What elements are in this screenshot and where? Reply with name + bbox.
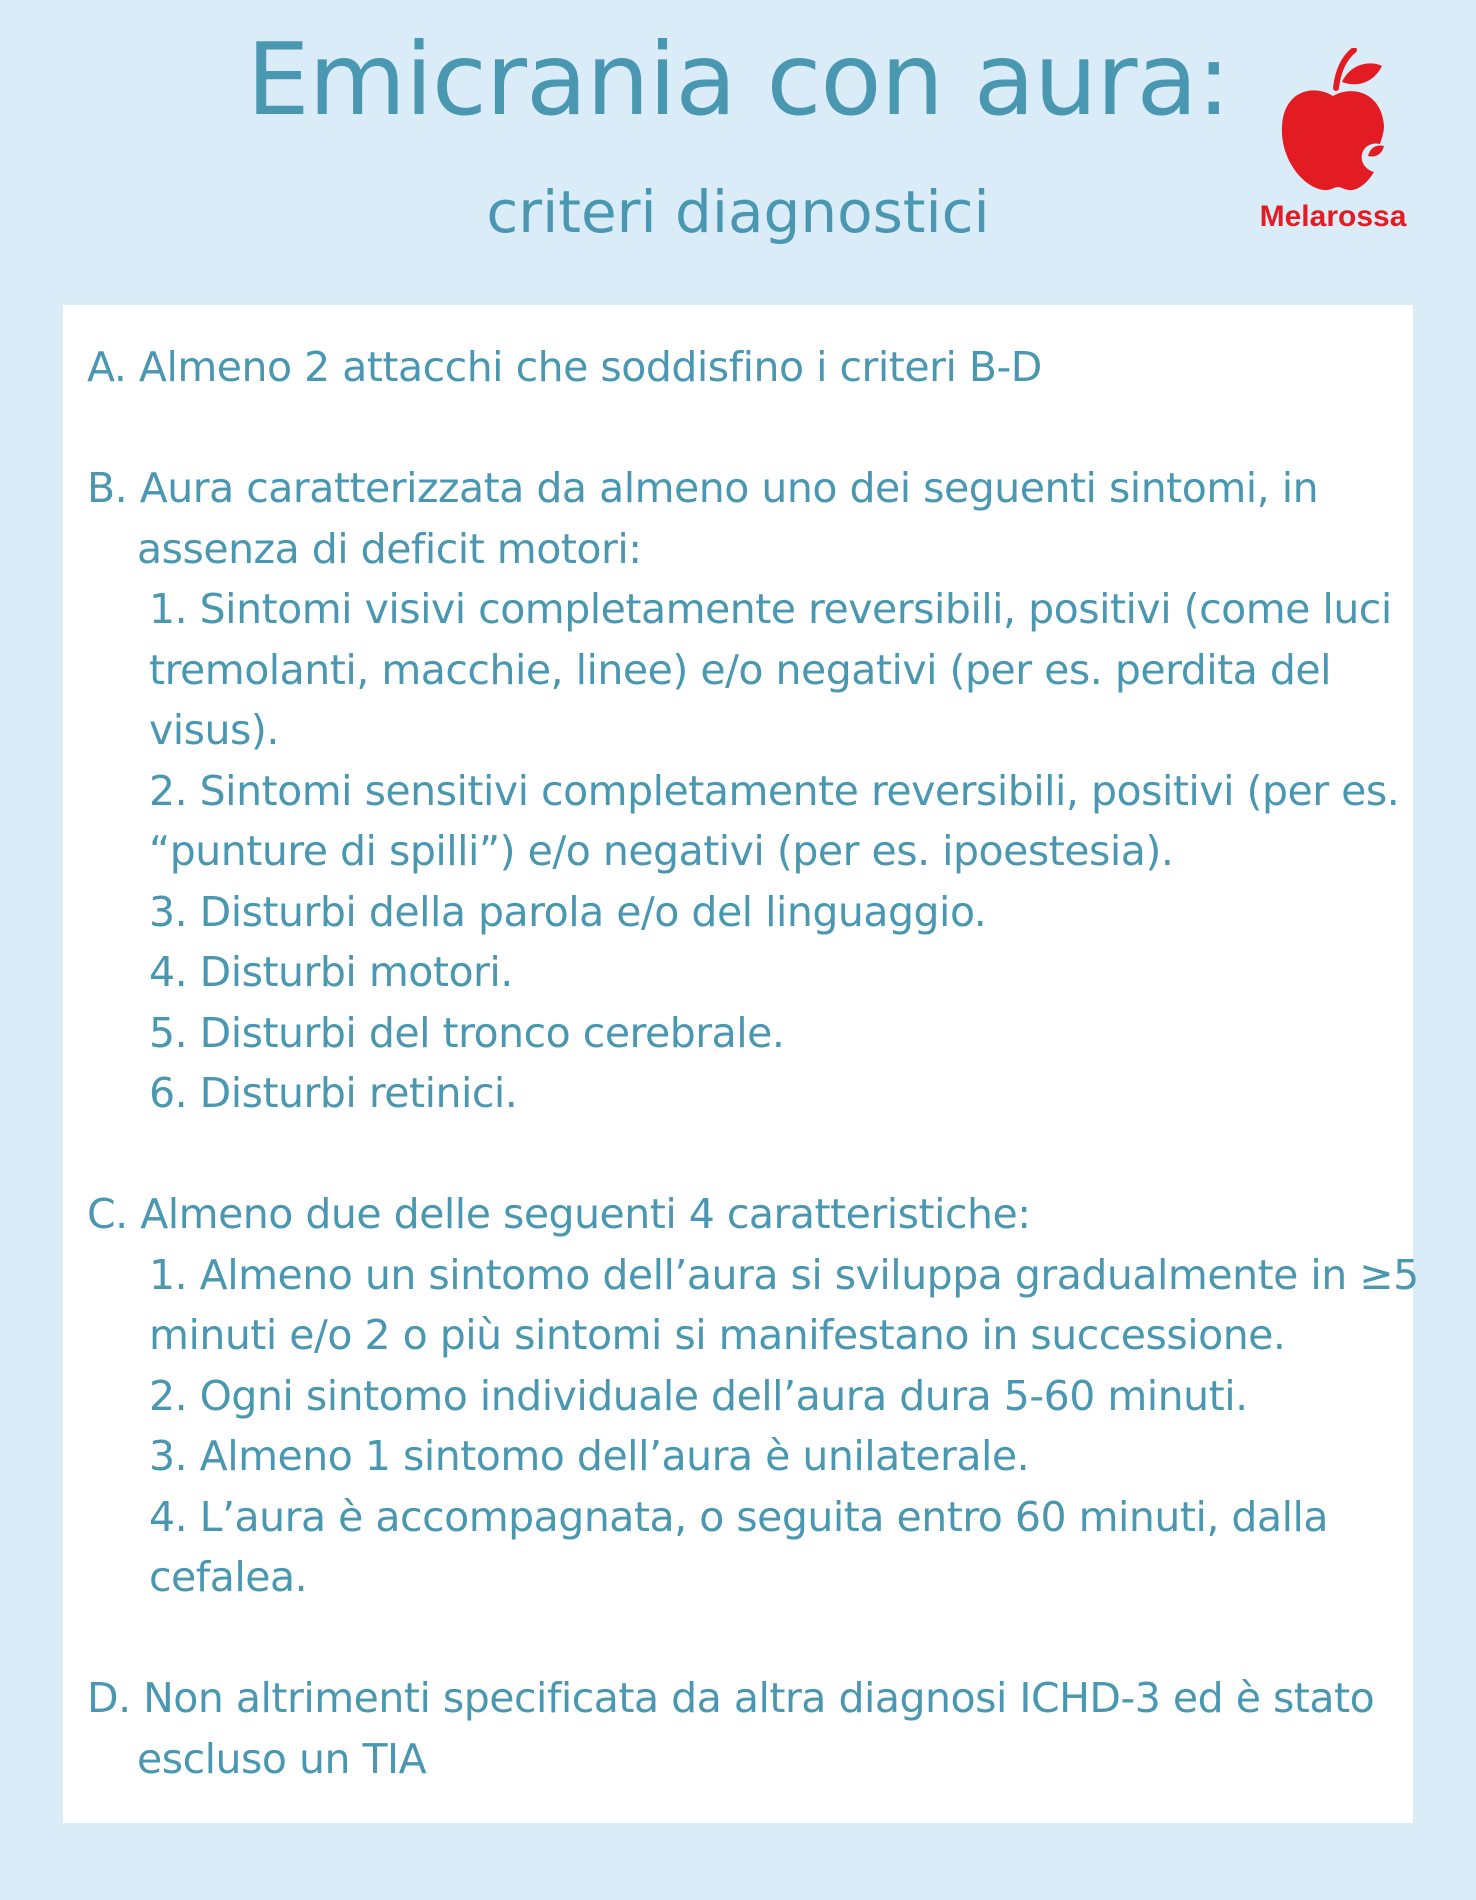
list-item: 4. L’aura è accompagnata, o seguita entro 60 minuti, dalla cefalea.	[149, 1492, 1328, 1601]
criterion-b-symptoms	[87, 579, 1407, 1124]
list-item: 2. Ogni sintomo individuale dell’aura dura 5-60 minuti.	[149, 1371, 1248, 1420]
criterion-c-text: C. Almeno due delle seguenti 4 caratteristiche:	[87, 1190, 1031, 1238]
page-subtitle: criteri diagnostici	[486, 178, 990, 246]
criterion-d-text: D. Non altrimenti specificata da altra diagnosi ICHD-3 ed è stato escluso un TIA	[87, 1674, 1375, 1783]
page-title: Emicrania con aura:	[246, 21, 1230, 138]
list-item: 5. Disturbi del tronco cerebrale.	[149, 1008, 785, 1057]
criteria-card	[63, 305, 1419, 1823]
criteria-list	[87, 337, 1419, 1789]
list-item: 2. Sintomi sensitivi completamente reversibili, positivi (per es. “punture di spilli”) e/o negativi (per es. ipoestesia).	[149, 766, 1400, 875]
criterion-c	[87, 1184, 1419, 1608]
criterion-b-text: B. Aura caratterizzata da almeno uno dei seguenti sintomi, in assenza di deficit motori:	[87, 464, 1319, 573]
criterion-d	[87, 1668, 1407, 1789]
criterion-a	[87, 337, 1407, 398]
list-item: 1. Almeno un sintomo dell’aura si sviluppa gradualmente in ≥5 minuti e/o 2 o più sintomi si manifestano in successione.	[149, 1250, 1419, 1359]
list-item: 3. Almeno 1 sintomo dell’aura è unilaterale.	[149, 1432, 1030, 1480]
melarossa-logo	[1238, 48, 1428, 248]
logo-text: Melarossa	[1259, 200, 1407, 233]
criterion-a-text: A. Almeno 2 attacchi che soddisfino i criteri B-D	[87, 343, 1042, 391]
criterion-c-features	[87, 1245, 1419, 1608]
list-item: 6. Disturbi retinici.	[149, 1069, 518, 1117]
criterion-b	[87, 458, 1407, 1124]
apple-icon	[1278, 48, 1388, 198]
list-item: 4. Disturbi motori.	[149, 948, 513, 996]
list-item: 3. Disturbi della parola e/o del linguaggio.	[149, 887, 987, 936]
list-item: 1. Sintomi visivi completamente reversibili, positivi (come luci tremolanti, macchie, linee) e/o negativi (per es. perdita del visus).	[149, 585, 1392, 754]
